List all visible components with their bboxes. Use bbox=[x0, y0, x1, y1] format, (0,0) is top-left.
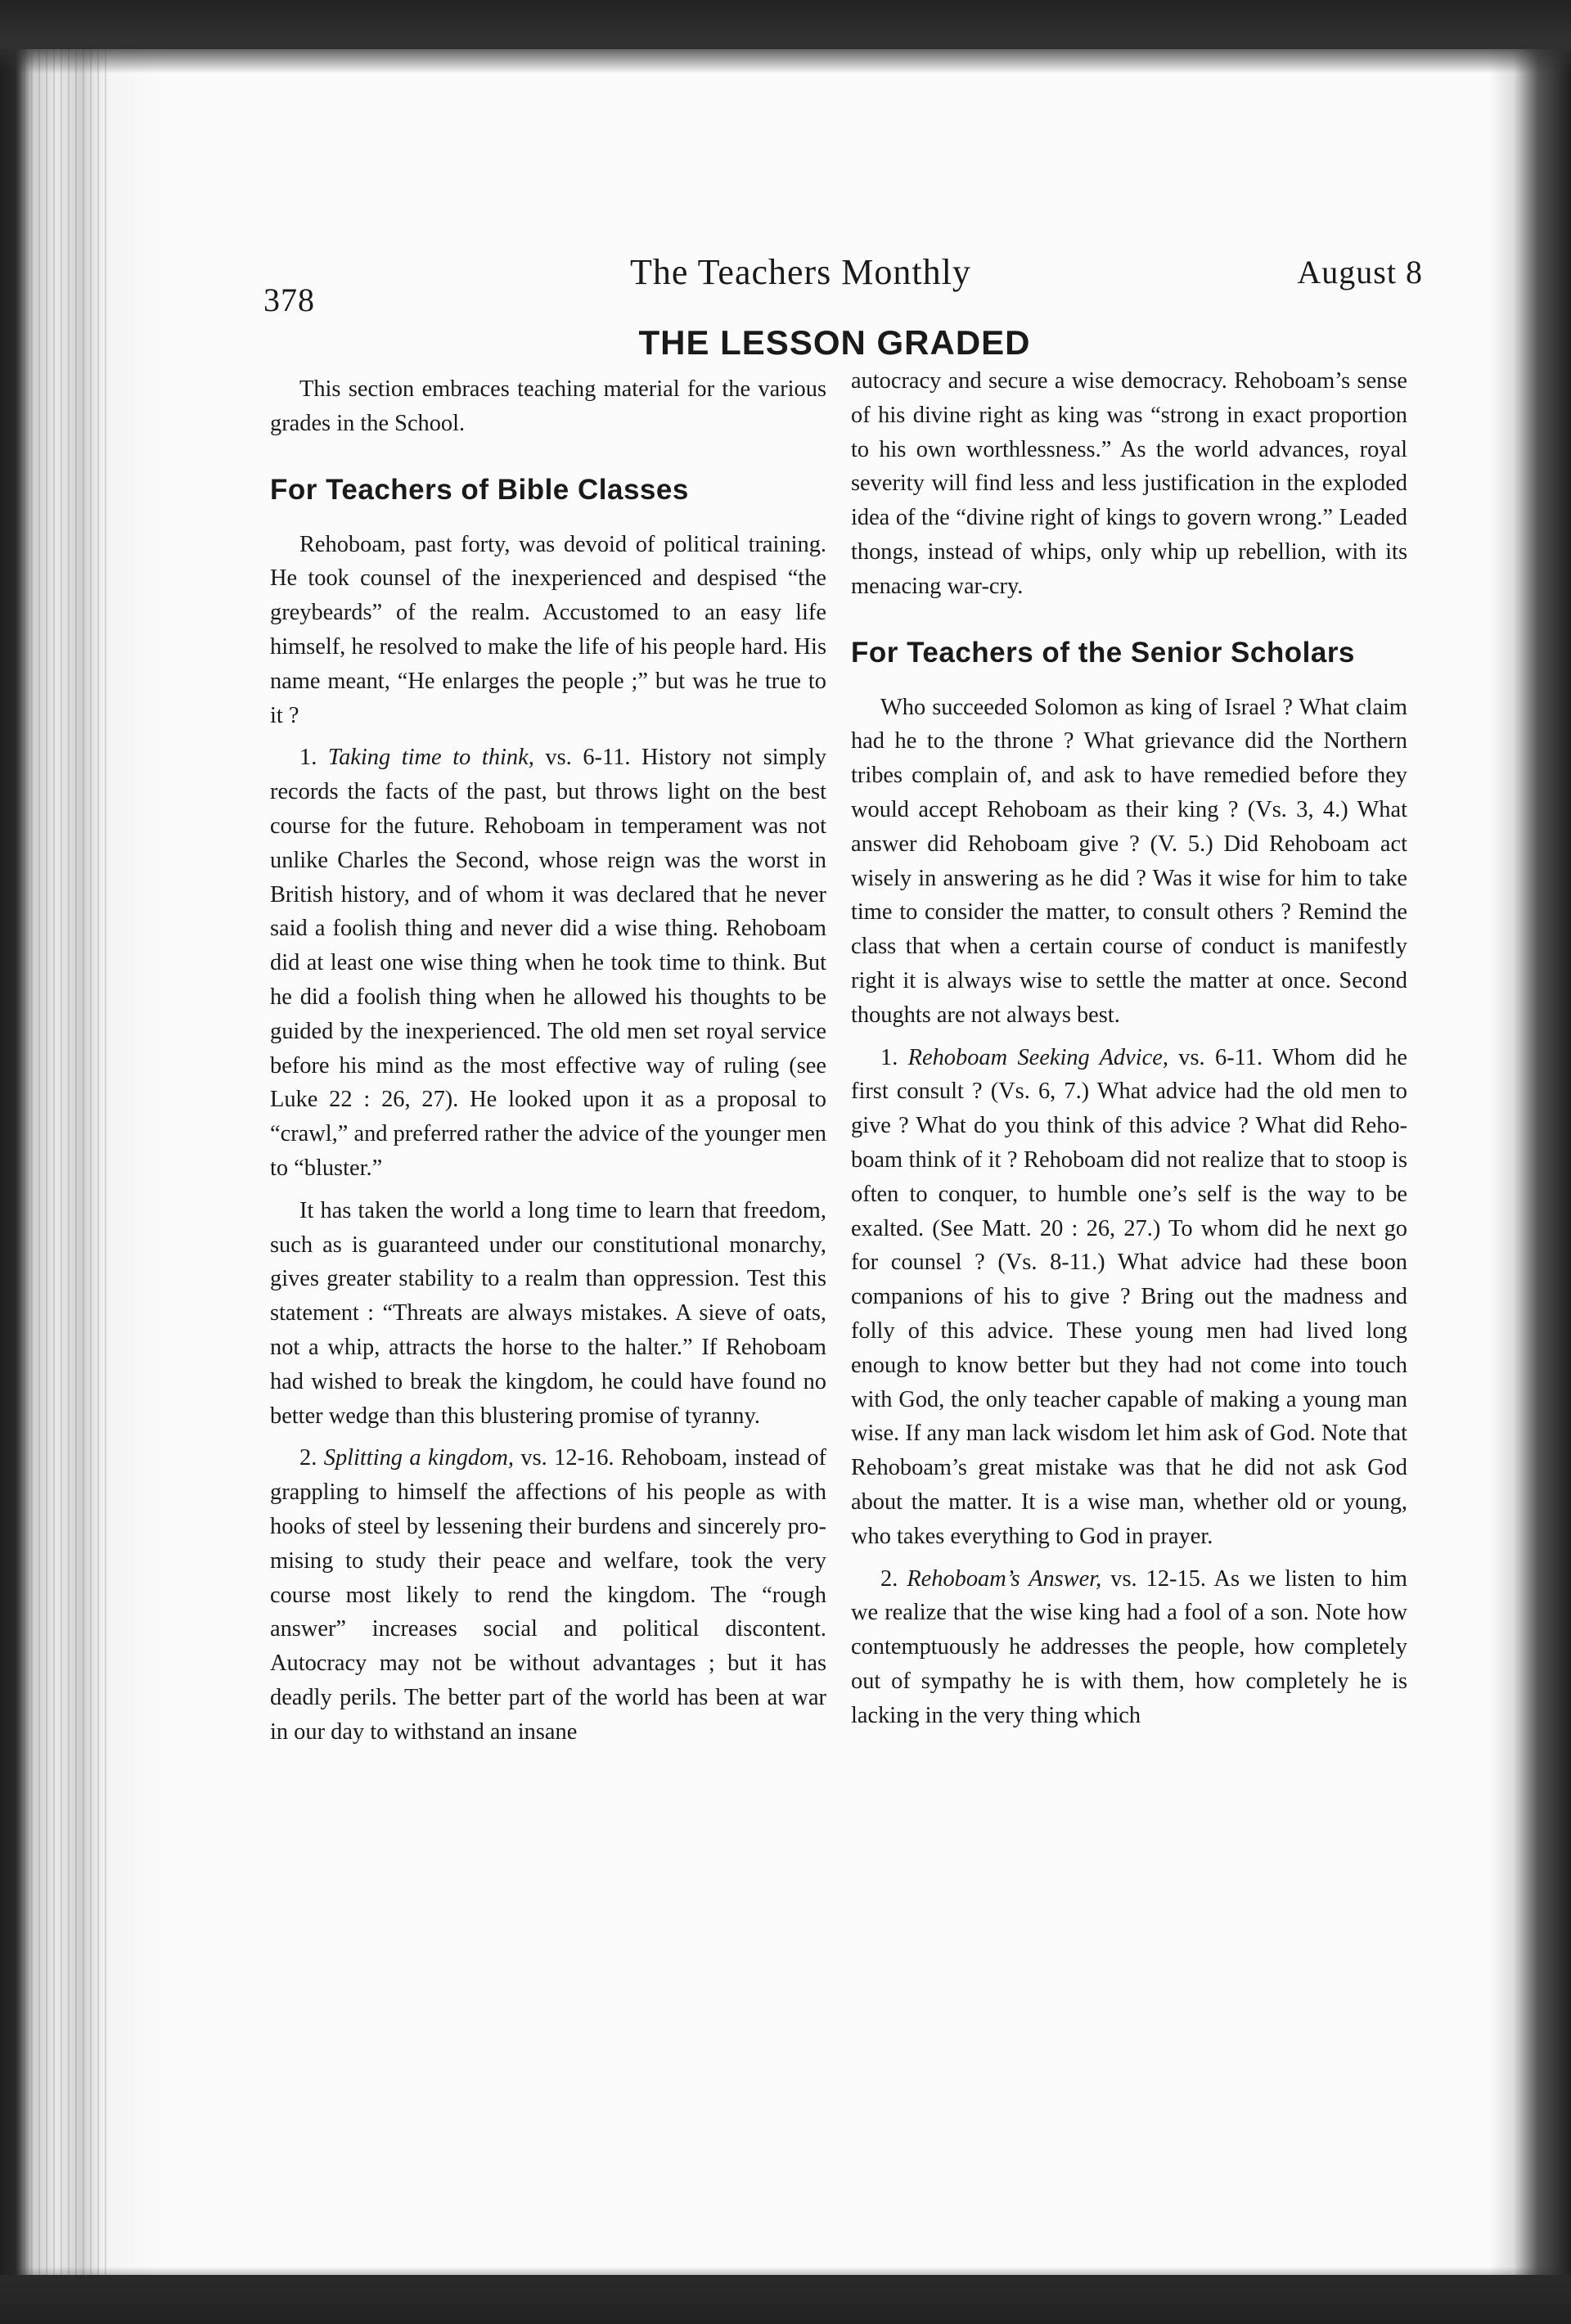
paragraph bbox=[851, 1562, 1407, 1733]
paragraph: It has taken the world a long time to learn that freedom, such as is guaranteed under our constitutional monarchy, gives greater stability to a realm than oppression. Test this statement : “Threats are always mistakes. A sieve of oats, not a whip, attracts the horse to the halter.” If Rehoboam had wished to break the kingdom, he could have found no better wedge than this blustering promise of tyranny. bbox=[270, 1197, 826, 1429]
running-head bbox=[245, 241, 1424, 318]
bible-classes-heading: For Teachers of Bible Classes bbox=[270, 473, 689, 506]
journal-title: The Teachers Monthly bbox=[630, 252, 971, 292]
paragraph: Who succeeded Solomon as king of Israel ? What claim had he to the throne ? What grievance did the Northern tribes complain of, and ask to have remedied before they would accept Rehoboam as their king ? (Vs. 3, 4.) What answer did Rehoboam give ? (V. 5.) Did Rehoboam act wisely in answering as he did ? Was it wise for him to take time to consider the matter, to consult others ? Remind the class that when a certain course of conduct is manifestly right it is always wise to settle the matter at once. Second thoughts are not always best. bbox=[851, 694, 1407, 1028]
point-subhead: Rehoboam’s Answer, bbox=[907, 1565, 1102, 1592]
point-text: vs. 6-11. Whom did he first consult ? (Vs. 6, 7.) What advice had the old men to give ? What do you think of this advice ? What did Rehoboam think of it ? Rehoboam did not realize that to stoop is often to conquer, to humble one’s self is the way to be exalted. (See Matt. 20 : 26, 27.) To whom did he next go for counsel ? (Vs. 8-11.) What advice had these boon companions of his to give ? Bring out the madness and folly of this advice. These young men had lived long enough to know better but they had not come into touch with God, the only teacher capable of making a young man wise. If any man lack wisdom let him ask of God. Note that Rehoboam’s great mistake was that he did not ask God about the matter. It is a wise man, whether old or young, who takes everything to God in prayer. bbox=[851, 1044, 1408, 1549]
printed-page bbox=[245, 241, 1424, 2074]
point-number: 1. bbox=[299, 745, 328, 771]
paragraph: Rehoboam, past forty, was devoid of political training. He took counsel of the inexperienced and despised “the greybeards” of the realm. Accustomed to an easy life himself, he resolved to make the life of his people hard. His name meant, “He enlarges the people ;” but was he true to it ? bbox=[270, 531, 826, 728]
left-column bbox=[270, 372, 826, 1757]
point-text: vs. 6-11. History not simply records the facts of the past, but throws light on the best course for the future. Rehoboam in temperament was not unlike Charles the Second, whose reign was the worst in British history, and of whom it was declared that he never said a foolish thing and never did a wise thing. Rehoboam did at least one wise thing when he took time to think. But he did a foolish thing when he allowed his thoughts to be guided by the inexperienced. The old men set royal service before his mind as the most effective way of ruling (see Luke 22 : 26, 27). He looked upon it as a proposal to “crawl,” and preferred rather the advice of the younger men to “bluster.” bbox=[270, 745, 827, 1181]
page-edges bbox=[16, 49, 106, 2275]
point-number: 1. bbox=[880, 1044, 908, 1070]
senior-scholars-heading: For Teachers of the Senior Scholars bbox=[851, 636, 1355, 669]
issue-date: August 8 bbox=[1297, 254, 1423, 290]
paragraph bbox=[270, 741, 826, 1185]
right-column bbox=[851, 364, 1407, 1741]
point-subhead: Taking time to think, bbox=[327, 745, 534, 771]
page-number: 378 bbox=[263, 281, 315, 318]
paragraph bbox=[851, 1041, 1407, 1554]
point-subhead: Splitting a kingdom, bbox=[323, 1445, 514, 1471]
point-number: 2. bbox=[880, 1565, 907, 1592]
point-subhead: Rehoboam Seeking Advice, bbox=[907, 1044, 1168, 1070]
section-title: THE LESSON GRADED bbox=[638, 323, 1031, 362]
top-shadow bbox=[0, 0, 1571, 74]
point-text: vs. 12-16. Rehoboam, instead of grappling to himself the affections of his people as with hooks of steel by lessening their burdens and sincerely promising to study their peace and welfare, took the very course most likely to rend the kingdom. The “rough answer” increases social and political discontent. Autocracy may not be without advantages ; but it has deadly perils. The better part of the world has been at war in our day to withstand an insane bbox=[270, 1445, 827, 1745]
point-number: 2. bbox=[299, 1445, 324, 1471]
bottom-shadow bbox=[0, 2267, 1571, 2324]
paragraph: autocracy and secure a wise democracy. Rehoboam’s sense of his divine right as king was “strong in exact proportion to his own worthlessness.” As the world advances, royal severity will find less and less justification in the exploded idea of the “divine right of kings to govern wrong.” Leaded thongs, instead of whips, only whip up rebellion, with its menacing war-cry. bbox=[851, 368, 1407, 599]
paragraph bbox=[270, 1441, 826, 1749]
point-text: vs. 12-15. As we listen to him we realize that the wise king had a fool of a son. Note how contemptuously he addresses the people, how completely out of sympathy he is with them, how completely he is lacking in the very thing which bbox=[851, 1565, 1407, 1728]
intro-paragraph: This section embraces teaching material for the various grades in the School. bbox=[270, 376, 826, 436]
